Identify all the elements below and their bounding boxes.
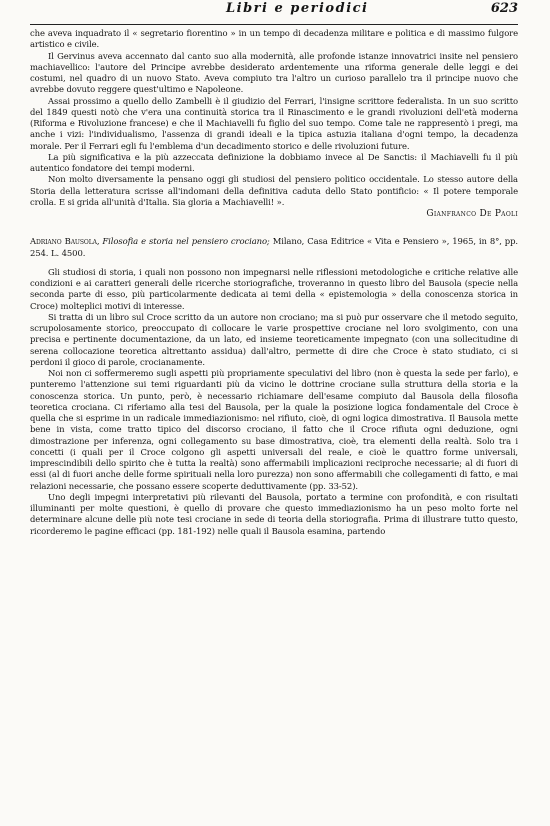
running-title: Libri e periodici [226, 1, 369, 16]
paragraph: Gli studiosi di storia, i quali non possono non impegnarsi nelle riflessioni metodologiche e critiche relative alle condizioni e ai caratteri generali delle ricerche storiografiche, troveranno in questo libro del Bausola (specie nella seconda parte di esso, più particolarmente dedicata ai temi della « epistemologia » della conoscenza storica in Croce) molteplici motivi di interesse. [30, 266, 518, 311]
review-author: Adriano Bausola, [30, 236, 100, 247]
spacer [30, 259, 518, 267]
page-header [30, 0, 518, 25]
paragraph: Noi non ci soffermeremo sugli aspetti più propriamente speculativi del libro (non è questa la sede per farlo), e punteremo l'attenzione sui temi riguardanti più da vicino le dottrine crociane sulla struttura della storia e la conoscenza storica. Un punto, però, è necessario richiamare dell'esame compiuto dal Bausola della filosofia teoretica crociana. Ci riferiamo alla tesi del Bausola, per la quale la posizione logica fondamentale del Croce è quella che si esprime in un radicale immediazionismo: nel rifiuto, cioè, di ogni logica dimostrativa. Il Bausola mette bene in vista, come tratto tipico del discorso crociano, il fatto che il Croce rifiuta ogni deduzione, ogni dimostrazione per inferenza, ogni collegamento su base dimostrativa, cioè, tra elementi della realtà. Solo tra i concetti (i quali per il Croce colgono gli aspetti universali del reale, e cioè le quattro forme universali, imprescindibili dello spirito che è tutta la realtà) sono affermabili implicazioni reciproche necessarie; al di fuori di essi (al di fuori anche delle forme spirituali nella loro purezza) non sono affermabili che collegamenti di fatto, e mai relazioni necessarie, che possano essere scoperte deduttivamente (pp. 33-52). [30, 368, 518, 491]
signature: Gianfranco De Paoli [426, 209, 518, 219]
review-book-title: Filosofia e storia nel pensiero crociano; [102, 236, 270, 247]
paragraph: Assai prossimo a quello dello Zambelli è il giudizio del Ferrari, l'insigne scrittore federalista. In un suo scritto del 1849 questi notò che v'era una continuità storica tra il Rinascimento e le grandi rivoluzioni dell'età moderna (Riforma e Rivoluzione francese) e che il Machiavelli fu figlio del suo tempo. Come tale ne rappresentò i pregi, ma anche i vizi: l'individualismo, l'assenza di grandi ideali e la tipica astuzia italiana d'ogni tempo, la decadenza morale. Per il Ferrari egli fu l'emblema d'un decadimento storico e delle rivoluzioni future. [30, 95, 518, 151]
page-number: 623 [490, 1, 518, 16]
review-publication: Milano, Casa Editrice « Vita e Pensiero », 1965, in 8°, pp. 254. L. 4500. [30, 236, 518, 258]
paragraph: Si tratta di un libro sul Croce scritto da un autore non crociano; ma si può pur osservare che il metodo seguito, scrupolosamente storico, preoccupato di collocare le varie prospettive crociane nel loro svolgimento, con una precisa e pertinente documentazione, da un lato, ed insieme teoreticamente impegnato (con una sollecitudine di serena collocazione teoretica altrettanto assidua) dall'altro, permette di dire che Croce è stato studiato, ci si perdoni il gioco di parole, crocianamente. [30, 311, 518, 367]
review-citation [30, 236, 518, 259]
paragraph: La più significativa e la più azzeccata definizione la dobbiamo invece al De Sanctis: il Machiavelli fu il più autentico fondatore dei tempi moderni. [30, 151, 518, 173]
page-body [30, 28, 518, 537]
paragraph: Il Gervinus aveva accennato dal canto suo alla modernità, alle profonde istanze innovatrici insite nel pensiero machiavellico: l'autore del Principe avrebbe desiderato ardentemente una riforma generale delle leggi e dei costumi, nel quadro di un nuovo Stato. Aveva compiuto tra l'altro un curioso parallelo tra il principe nuovo che avrebbe dovuto reggere quest'ultimo e Napoleone. [30, 50, 518, 95]
paragraph: che aveva inquadrato il « segretario fiorentino » in un tempo di decadenza militare e politica e di massimo fulgore artistico e civile. [30, 28, 518, 50]
paragraph: Non molto diversamente la pensano oggi gli studiosi del pensiero politico occidentale. Lo stesso autore della Storia della letteratura scrisse all'indomani della definitiva caduta dello Stato pontificio: « Il potere temporale crolla. E si grida all'unità d'Italia. Sia gloria a Machiavelli! ». [30, 174, 518, 207]
paragraph: Uno degli impegni interpretativi più rilevanti del Bausola, portato a termine con profondità, e con risultati illuminanti per molte questioni, è quello di provare che questo immediazionismo ha un peso molto forte nel determinare alcune delle più note tesi crociane in sede di teoria della storiografia. Prima di illustrare tutto questo, ricorderemo le pagine efficaci (pp. 181-192) nelle quali il Bausola esamina, partendo [30, 491, 518, 536]
